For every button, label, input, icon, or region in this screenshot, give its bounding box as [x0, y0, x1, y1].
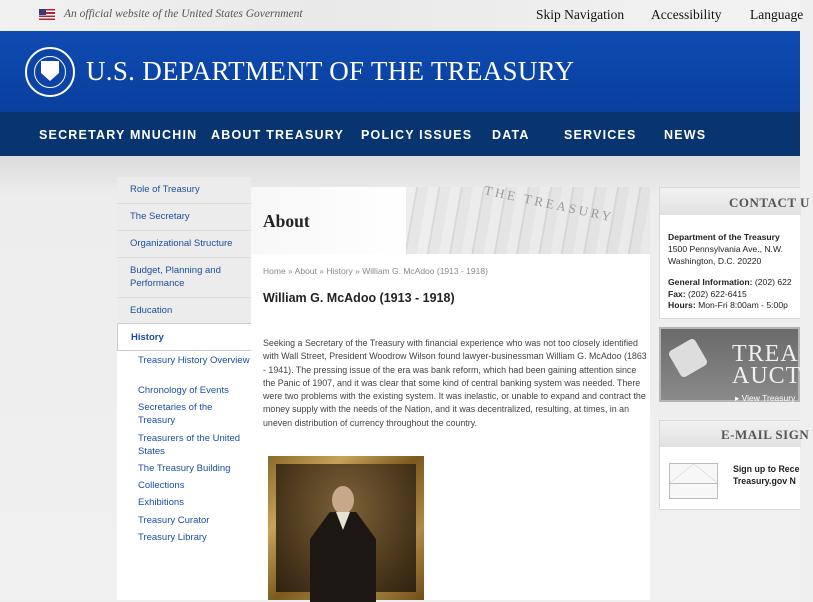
breadcrumb-home[interactable]: Home — [263, 266, 286, 276]
sidebar-subitem-exhibitions[interactable]: Exhibitions — [138, 497, 184, 508]
sidebar-subitem-treasury-library[interactable]: Treasury Library — [138, 532, 207, 543]
contact-org: Department of the Treasury — [668, 232, 780, 242]
sidebar-item-organizational-structure[interactable]: Organizational Structure — [117, 231, 251, 258]
nav-about-treasury[interactable]: ABOUT TREASURY — [211, 128, 345, 142]
sidebar-item-role-of-treasury[interactable]: Role of Treasury — [117, 177, 251, 204]
breadcrumb-about[interactable]: About — [294, 266, 317, 276]
sidebar-subitem-treasurers[interactable]: Treasurers of the United States — [138, 433, 241, 457]
sidebar-subitem-treasury-curator[interactable]: Treasury Curator — [138, 515, 210, 526]
sidebar-item-education[interactable]: Education — [117, 298, 251, 325]
treasury-auctions-promo[interactable] — [659, 327, 813, 403]
contact-heading: CONTACT U — [660, 188, 801, 215]
us-flag-icon — [39, 9, 55, 20]
body-paragraph: Seeking a Secretary of the Treasury with financial experience who was not too closely identified with Wall Street, President Woodrow Wilson found lawyer-businessman William G. McAdoo (1863 - 1941). The pressing issue of the era was bank reform, which had been gaining attention since the Panic of 1907, and it was clear that some kind of central banking system was needed. There were two problems with the existing system. It was inelastic, or unable to expand and contract the money supply with the needs of the Nation, and it was decentralized, resulting, at times, in an uneven distribution of currency throughout the country. — [263, 338, 647, 428]
nav-secretary-mnuchin[interactable]: SECRETARY MNUCHIN — [39, 128, 198, 142]
gavel-icon — [668, 338, 709, 379]
gov-banner — [0, 0, 804, 31]
nav-policy-issues[interactable]: POLICY ISSUES — [361, 128, 473, 142]
email-signup-link[interactable]: Sign up to Rece Treasury.gov N — [733, 464, 800, 486]
contact-box — [659, 187, 810, 319]
envelope-icon[interactable] — [669, 463, 718, 499]
nav-news[interactable]: NEWS — [664, 128, 707, 142]
nav-services[interactable]: SERVICES — [564, 128, 637, 142]
email-signup-heading: E-MAIL SIGN — [660, 421, 801, 447]
contact-address-line2: Washington, D.C. 20220 — [668, 256, 762, 266]
treasury-seal-icon[interactable] — [25, 47, 75, 97]
nav-data[interactable]: DATA — [492, 128, 530, 142]
sidebar-subitem-chronology[interactable]: Chronology of Events — [138, 385, 229, 396]
sidebar-subitem-secretaries[interactable]: Secretaries of the Treasury — [138, 402, 213, 426]
auction-title-line2: AUCT — [732, 363, 802, 389]
about-banner — [251, 182, 650, 254]
banner-engraving-text: THE TREASURY — [482, 182, 616, 225]
page-section-title: About — [263, 211, 310, 231]
breadcrumb-history[interactable]: History — [326, 266, 353, 276]
view-treasury-auctions-link[interactable]: ▸ View Treasury — [735, 393, 796, 403]
site-title[interactable]: U.S. DEPARTMENT OF THE TREASURY — [86, 56, 575, 86]
breadcrumb-current: William G. McAdoo (1913 - 1918) — [362, 266, 488, 276]
main-content — [251, 182, 650, 600]
main-navigation — [0, 112, 800, 156]
official-site-text: An official website of the United States Government — [64, 8, 303, 20]
accessibility-link[interactable]: Accessibility — [651, 7, 722, 22]
contact-fax: Fax: (202) 622-6415 — [668, 289, 747, 299]
sidebar-subitem-treasury-building[interactable]: The Treasury Building — [138, 463, 231, 474]
email-signup-box — [659, 420, 810, 510]
breadcrumb: Home » About » History » William G. McAdoo (1913 - 1918) — [263, 266, 488, 276]
contact-hours: Hours: Mon-Fri 8:00am - 5:00p — [668, 300, 788, 310]
sidebar-item-budget-planning[interactable]: Budget, Planning and Performance — [117, 258, 251, 298]
sidebar-subitem-collections[interactable]: Collections — [138, 480, 185, 491]
site-header — [0, 31, 800, 112]
auction-title-line1: TREAS — [732, 341, 813, 367]
sidebar-item-history[interactable]: History — [117, 323, 251, 351]
right-column — [659, 187, 813, 600]
languages-link[interactable]: Language — [750, 7, 804, 22]
sidebar-item-the-secretary[interactable]: The Secretary — [117, 204, 251, 231]
skip-navigation-link[interactable]: Skip Navigation — [536, 7, 625, 22]
mcadoo-portrait-image — [268, 456, 424, 600]
contact-general-info: General Information: (202) 622 — [668, 277, 792, 287]
contact-address-line1: 1500 Pennsylvania Ave., N.W. — [668, 244, 783, 254]
sidebar — [117, 177, 251, 600]
page-heading: William G. McAdoo (1913 - 1918) — [263, 291, 455, 305]
sidebar-subitem-history-overview[interactable]: Treasury History Overview — [138, 355, 250, 366]
